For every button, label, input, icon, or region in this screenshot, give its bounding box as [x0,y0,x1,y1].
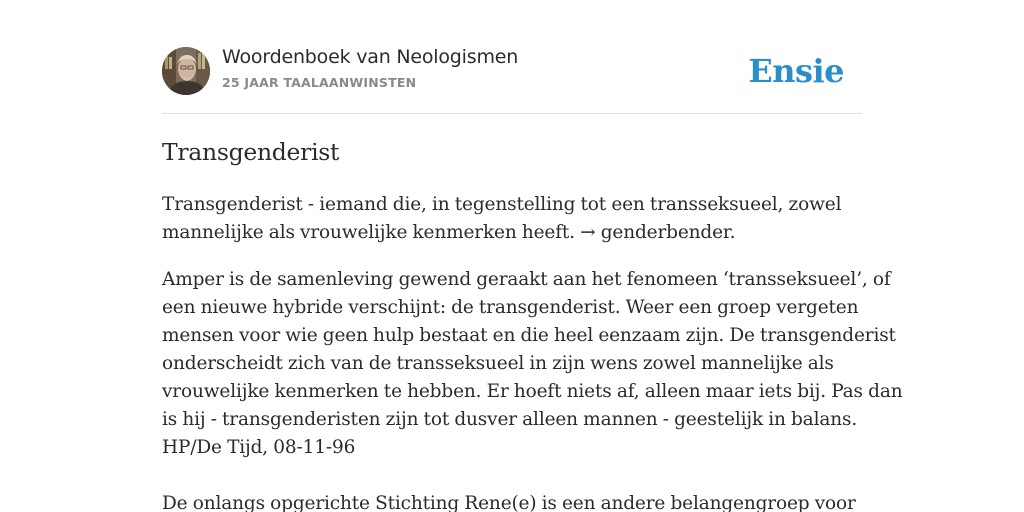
dictionary-subtitle: 25 JAAR TAALAANWINSTEN [222,75,417,90]
dictionary-title[interactable]: Woordenboek van Neologismen [222,46,519,68]
site-header [162,46,862,96]
quote-line: vrouwelijke kenmerken te hebben. Er hoeft niets af, alleen maar iets bij. Pas dan [162,381,903,402]
entry-title: Transgenderist [162,138,340,166]
entry-content [162,136,903,512]
header-divider [162,113,862,114]
definition-line: Transgenderist - iemand die, in tegenstelling tot een transseksueel, zowel [162,194,842,215]
brand-logo[interactable]: Ensie [748,52,844,90]
entry-next-paragraph [162,490,862,512]
quote-line: is hij - transgenderisten zijn tot dusver alleen mannen - geestelijk in balans. [162,409,858,430]
definition-line: mannelijke als vrouwelijke kenmerken heeft. → genderbender. [162,222,736,243]
entry-quote [162,266,903,462]
quote-line: een nieuwe hybride verschijnt: de transgenderist. Weer een groep vergeten [162,297,859,318]
quote-line: onderscheidt zich van de transseksueel in zijn wens zowel mannelijke als [162,353,834,374]
author-avatar[interactable] [162,47,210,95]
quote-source: HP/De Tijd, 08-11-96 [162,437,356,458]
author-portrait-icon [162,47,210,95]
next-paragraph-line: De onlangs opgerichte Stichting Rene(e) is een andere belangengroep voor [162,493,856,512]
quote-line: Amper is de samenleving gewend geraakt aan het fenomeen ‘transseksueel’, of [162,269,891,290]
entry-definition [162,191,862,247]
quote-line: mensen voor wie geen hulp bestaat en die heel eenzaam zijn. De transgenderist [162,325,896,346]
